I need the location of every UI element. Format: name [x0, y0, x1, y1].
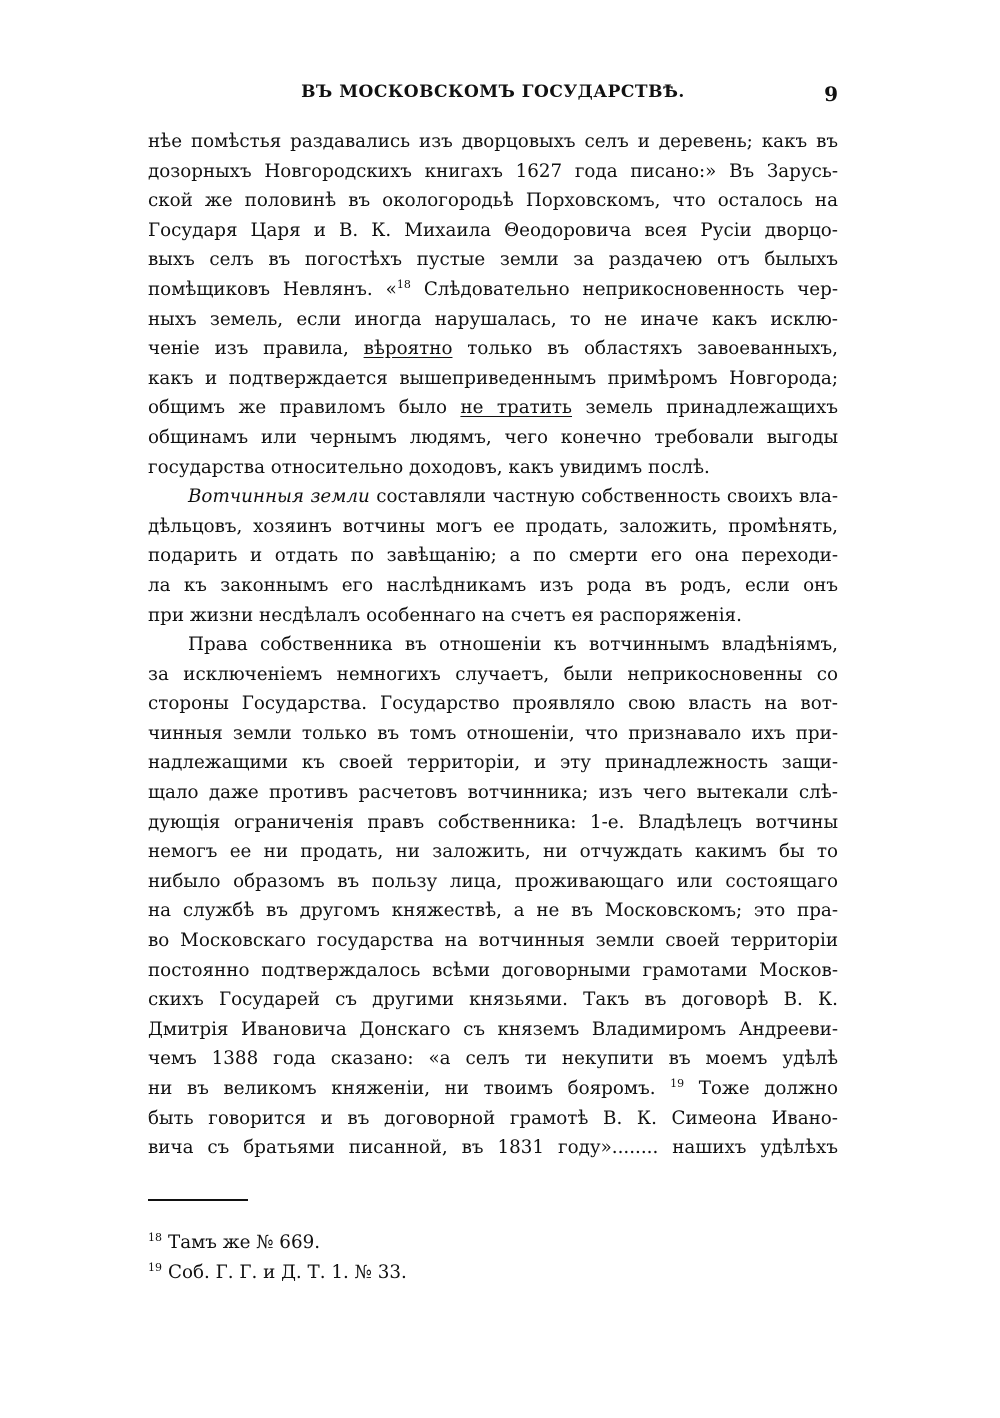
footnote-19	[148, 1258, 838, 1288]
text-line: Дмитрія Ивановича Донскаго съ княземъ Владимиромъ Андрееви-	[148, 1018, 838, 1040]
text-line	[148, 275, 838, 305]
text-line: стороны Государства. Государство проявляло свою власть на вот-	[148, 693, 838, 715]
footnotes	[148, 1228, 838, 1288]
text-line: дозорныхъ Новгородскихъ книгахъ 1627 года писано:» Въ Зарусь-	[148, 160, 838, 182]
footnote-ref-19: 19	[670, 1076, 685, 1090]
text-run: помѣщиковъ Невлянъ. «	[148, 278, 397, 300]
text-line: ныхъ земель, если иногда нарушалась, то не иначе какъ исклю-	[148, 308, 838, 330]
paragraph-2	[148, 482, 838, 630]
text-line: нибыло образомъ въ пользу лица, проживающаго или состоящаго	[148, 870, 838, 892]
paragraph-3	[148, 630, 838, 1163]
running-title: ВЪ МОСКОВСКОМЪ ГОСУДАРСТВѢ.	[301, 82, 685, 102]
text-line: подарить и отдать по завѣщанію; а по смерти его она переходи-	[148, 545, 838, 567]
text-line: ской же половинѣ въ окологородьѣ Порховскомъ, что осталось на	[148, 190, 838, 212]
text-run: ни въ великомъ княженіи, ни твоимъ бояромъ.	[148, 1078, 671, 1099]
text-line: Права собственника въ отношеніи къ вотчиннымъ владѣніямъ,	[188, 634, 838, 656]
text-line: за исключеніемъ немногихъ случаетъ, были неприкосновенны со	[148, 663, 838, 685]
text-line: щало даже противъ расчетовъ вотчинника; изъ чего вытекали слѣ-	[148, 782, 838, 804]
text-line: Государя Царя и В. К. Михаила Θеодоровича всея Русіи дворцо-	[148, 219, 838, 241]
footnote-text: Тамъ же № 669.	[168, 1232, 321, 1253]
footnote-separator	[148, 1199, 248, 1201]
text-line: чинныя земли только въ томъ отношеніи, что признавало ихъ при-	[148, 722, 838, 744]
text-line	[148, 1074, 838, 1104]
text-line	[148, 393, 838, 423]
text-line: государства относительно доходовъ, какъ увидимъ послѣ.	[148, 456, 710, 478]
text-run: земель принадлежащихъ	[571, 397, 838, 419]
text-line: ла къ законнымъ его наслѣдникамъ изъ рода въ родъ, если онъ	[148, 574, 838, 596]
text-run: ченіе изъ правила,	[148, 338, 364, 360]
text-line	[148, 482, 838, 512]
text-line: при жизни несдѣлалъ особеннаго на счетъ ея распоряженія.	[148, 604, 742, 626]
footnote-text: Соб. Г. Г. и Д. Т. 1. № 33.	[168, 1262, 407, 1283]
text-line: надлежащими къ своей территоріи, и эту принадлежность защи-	[148, 752, 838, 774]
page-header	[148, 82, 838, 112]
italic-term: Вотчинныя земли	[188, 486, 370, 508]
text-line	[148, 334, 838, 364]
text-line: на службѣ въ другомъ княжествѣ, а не въ Московскомъ; это пра-	[148, 900, 838, 922]
page-number: 9	[824, 82, 838, 106]
text-line: скихъ Государей съ другими князьями. Такъ въ договорѣ В. К.	[148, 989, 838, 1011]
text-run: общимъ же правиломъ было	[148, 397, 461, 419]
text-line: выхъ селъ въ погостѣхъ пустые земли за раздачею отъ былыхъ	[148, 249, 838, 271]
footnote-mark: 18	[148, 1230, 162, 1244]
text-line: немогъ ее ни продать, ни заложить, ни отчуждать какимъ бы то	[148, 841, 838, 863]
text-line: нѣе помѣстья раздавались изъ дворцовыхъ селъ и деревень; какъ въ	[148, 131, 838, 152]
footnote-ref-18: 18	[396, 277, 411, 291]
text-line: быть говорится и въ договорной грамотѣ В. К. Симеона Ивано-	[148, 1107, 838, 1129]
text-run: Слѣдовательно неприкосновенность чер-	[410, 278, 838, 300]
text-line: общинамъ или чернымъ людямъ, чего конечно требовали выгоды	[148, 426, 838, 448]
text-line: постоянно подтверждалось всѣми договорными грамотами Москов-	[148, 959, 838, 981]
underlined-word: вѣроятно	[363, 338, 453, 360]
text-run: только въ областяхъ завоеванныхъ,	[452, 338, 838, 360]
footnote-18	[148, 1228, 838, 1258]
paragraph-1	[148, 127, 838, 482]
text-run: Тоже должно	[684, 1078, 838, 1099]
text-line: дѣльцовъ, хозяинъ вотчины могъ ее продать, заложить, промѣнять,	[148, 515, 838, 537]
text-line: дующія ограниченія правъ собственника: 1-е. Владѣлецъ вотчины	[148, 811, 838, 833]
underlined-phrase: не тратить	[460, 397, 572, 419]
text-line: во Московскаго государства на вотчинныя земли своей территоріи	[148, 930, 838, 952]
text-line: чемъ 1388 года сказано: «а селъ ти некупити въ моемъ удѣлѣ	[148, 1048, 838, 1070]
text-run: составляли частную собственность своихъ вла-	[369, 486, 838, 508]
text-line: какъ и подтверждается вышеприведеннымъ примѣромъ Новгорода;	[148, 367, 838, 389]
footnote-mark: 19	[148, 1260, 162, 1274]
text-line: вича съ братьями писанной, въ 1831 году»........ нашихъ удѣлѣхъ	[148, 1137, 838, 1159]
body-text	[148, 127, 838, 1163]
